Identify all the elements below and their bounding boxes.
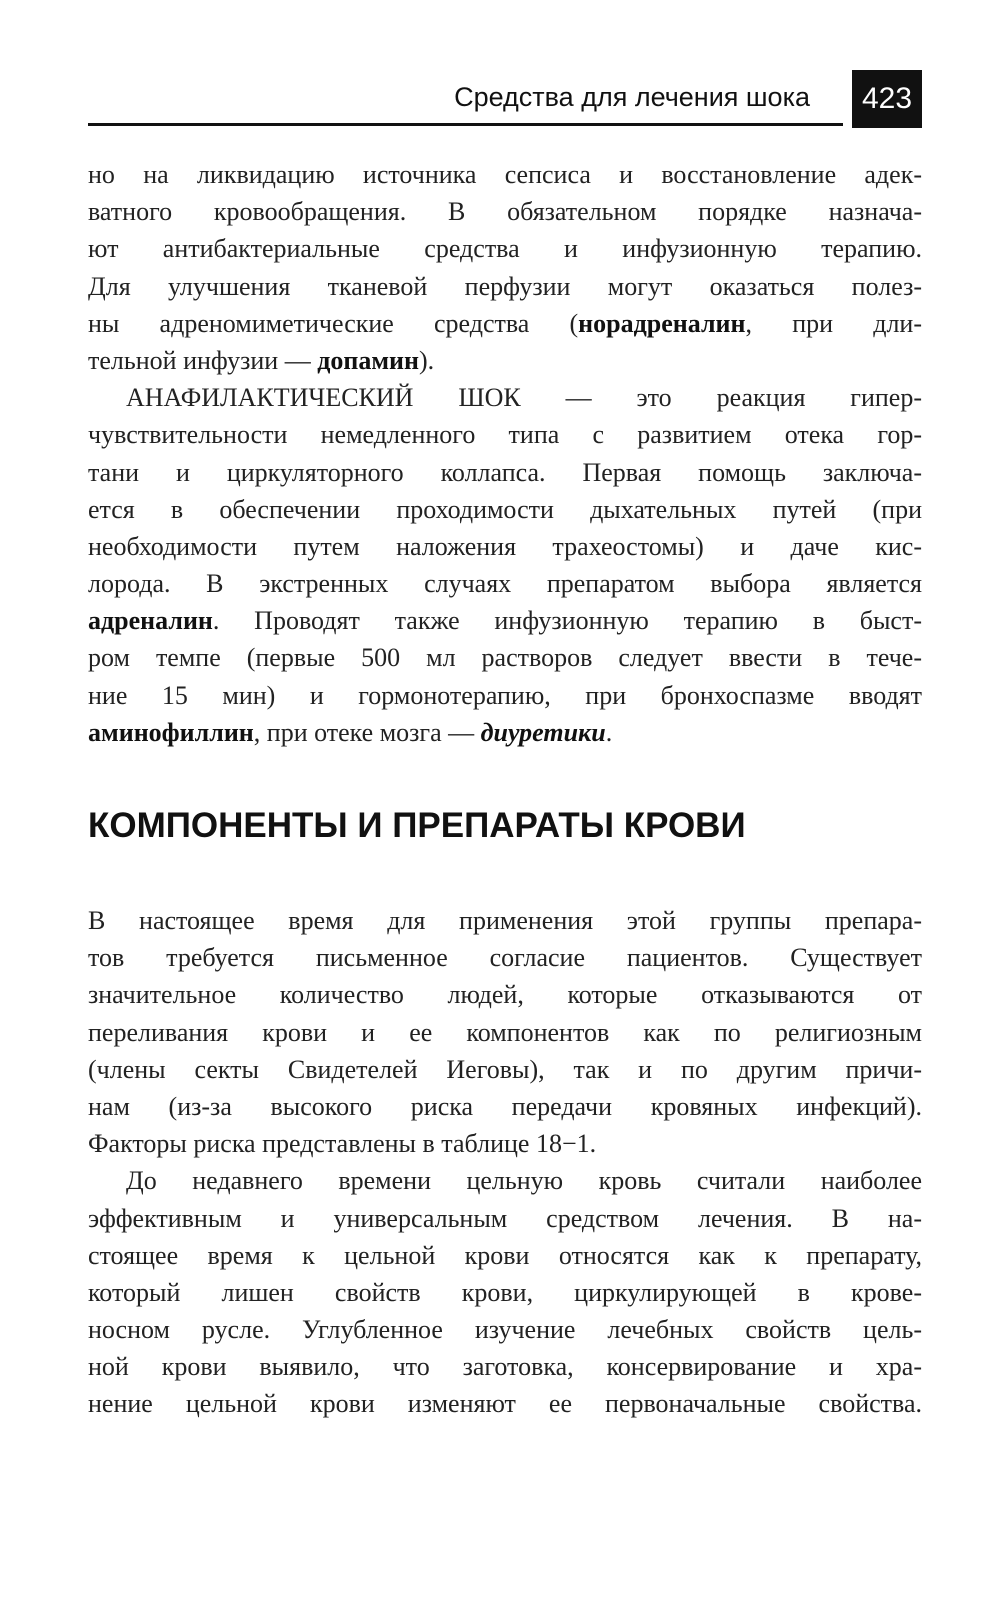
- text-line: стоящее время к цельной крови относятся как к препарату,: [88, 1240, 922, 1270]
- text-line: [88, 305, 922, 342]
- text-run: . Проводят также инфузионную терапию в быст-: [212, 606, 922, 636]
- page-number: 423: [852, 70, 922, 128]
- text-line: [88, 714, 922, 751]
- drug-diuretics: диуретики: [480, 717, 606, 747]
- text-line: [88, 342, 922, 379]
- header-rule: [88, 123, 843, 126]
- text-line: ют антибактериальные средства и инфузионную терапию.: [88, 234, 922, 264]
- text-line: АНАФИЛАКТИЧЕСКИЙ ШОК — это реакция гипер-: [126, 383, 922, 413]
- text-line: тани и циркуляторного коллапса. Первая помощь заключа-: [88, 457, 922, 487]
- text-line: значительное количество людей, которые отказываются от: [88, 980, 922, 1010]
- section-heading: КОМПОНЕНТЫ И ПРЕПАРАТЫ КРОВИ: [88, 806, 746, 845]
- running-title: Средства для лечения шока: [454, 82, 810, 112]
- text-run: ).: [419, 345, 435, 375]
- text-run: .: [605, 717, 613, 747]
- drug-adrenaline: адреналин: [88, 606, 213, 636]
- text-line: нение цельной крови изменяют ее первоначальные свойства.: [88, 1389, 922, 1419]
- running-header: [88, 70, 922, 130]
- text-run: ны адреномиметические средства (: [88, 308, 579, 338]
- text-run: , при дли-: [745, 308, 922, 338]
- text-line: который лишен свойств крови, циркулирующей в крове-: [88, 1277, 922, 1307]
- text-line: чувствительности немедленного типа с развитием отека гор-: [88, 420, 922, 450]
- text-line: ром темпе (первые 500 мл растворов следует ввести в тече-: [88, 643, 922, 673]
- drug-aminophylline: аминофиллин: [88, 717, 254, 747]
- paragraph-blood-components: [88, 902, 922, 1423]
- text-line: Для улучшения тканевой перфузии могут оказаться полез-: [88, 271, 922, 301]
- text-line: ется в обеспечении проходимости дыхательных путей (при: [88, 494, 922, 524]
- text-run: тельной инфузии —: [88, 345, 318, 375]
- text-line: Факторы риска представлены в таблице 18−1.: [88, 1129, 597, 1159]
- text-line: тов требуется письменное согласие пациентов. Существует: [88, 943, 922, 973]
- paragraph-septic-shock-end: [88, 156, 922, 751]
- text-line: носном русле. Углубленное изучение лечебных свойств цель-: [88, 1315, 922, 1345]
- text-run: , при отеке мозга —: [253, 717, 481, 747]
- text-line: лорода. В экстренных случаях препаратом выбора является: [88, 569, 922, 599]
- drug-norepinephrine: норадреналин: [578, 308, 746, 338]
- text-line: переливания крови и ее компонентов как по религиозным: [88, 1017, 922, 1047]
- text-line: В настоящее время для применения этой группы препара-: [88, 906, 922, 935]
- drug-dopamine: допамин: [317, 345, 420, 375]
- text-line: [88, 602, 922, 639]
- text-line: (члены секты Свидетелей Иеговы), так и по другим причи-: [88, 1054, 922, 1084]
- text-line: ватного кровообращения. В обязательном порядке назнача-: [88, 197, 922, 227]
- text-line: До недавнего времени цельную кровь считали наиболее: [126, 1166, 922, 1196]
- text-line: необходимости путем наложения трахеостомы) и даче кис-: [88, 531, 922, 561]
- text-line: эффективным и универсальным средством лечения. В на-: [88, 1203, 922, 1233]
- text-line: ной крови выявило, что заготовка, консервирование и хра-: [88, 1352, 922, 1382]
- text-line: ние 15 мин) и гормонотерапию, при бронхоспазме вводят: [88, 680, 922, 710]
- text-line: но на ликвидацию источника сепсиса и восстановление адек-: [88, 160, 922, 189]
- text-line: нам (из-за высокого риска передачи кровяных инфекций).: [88, 1091, 922, 1121]
